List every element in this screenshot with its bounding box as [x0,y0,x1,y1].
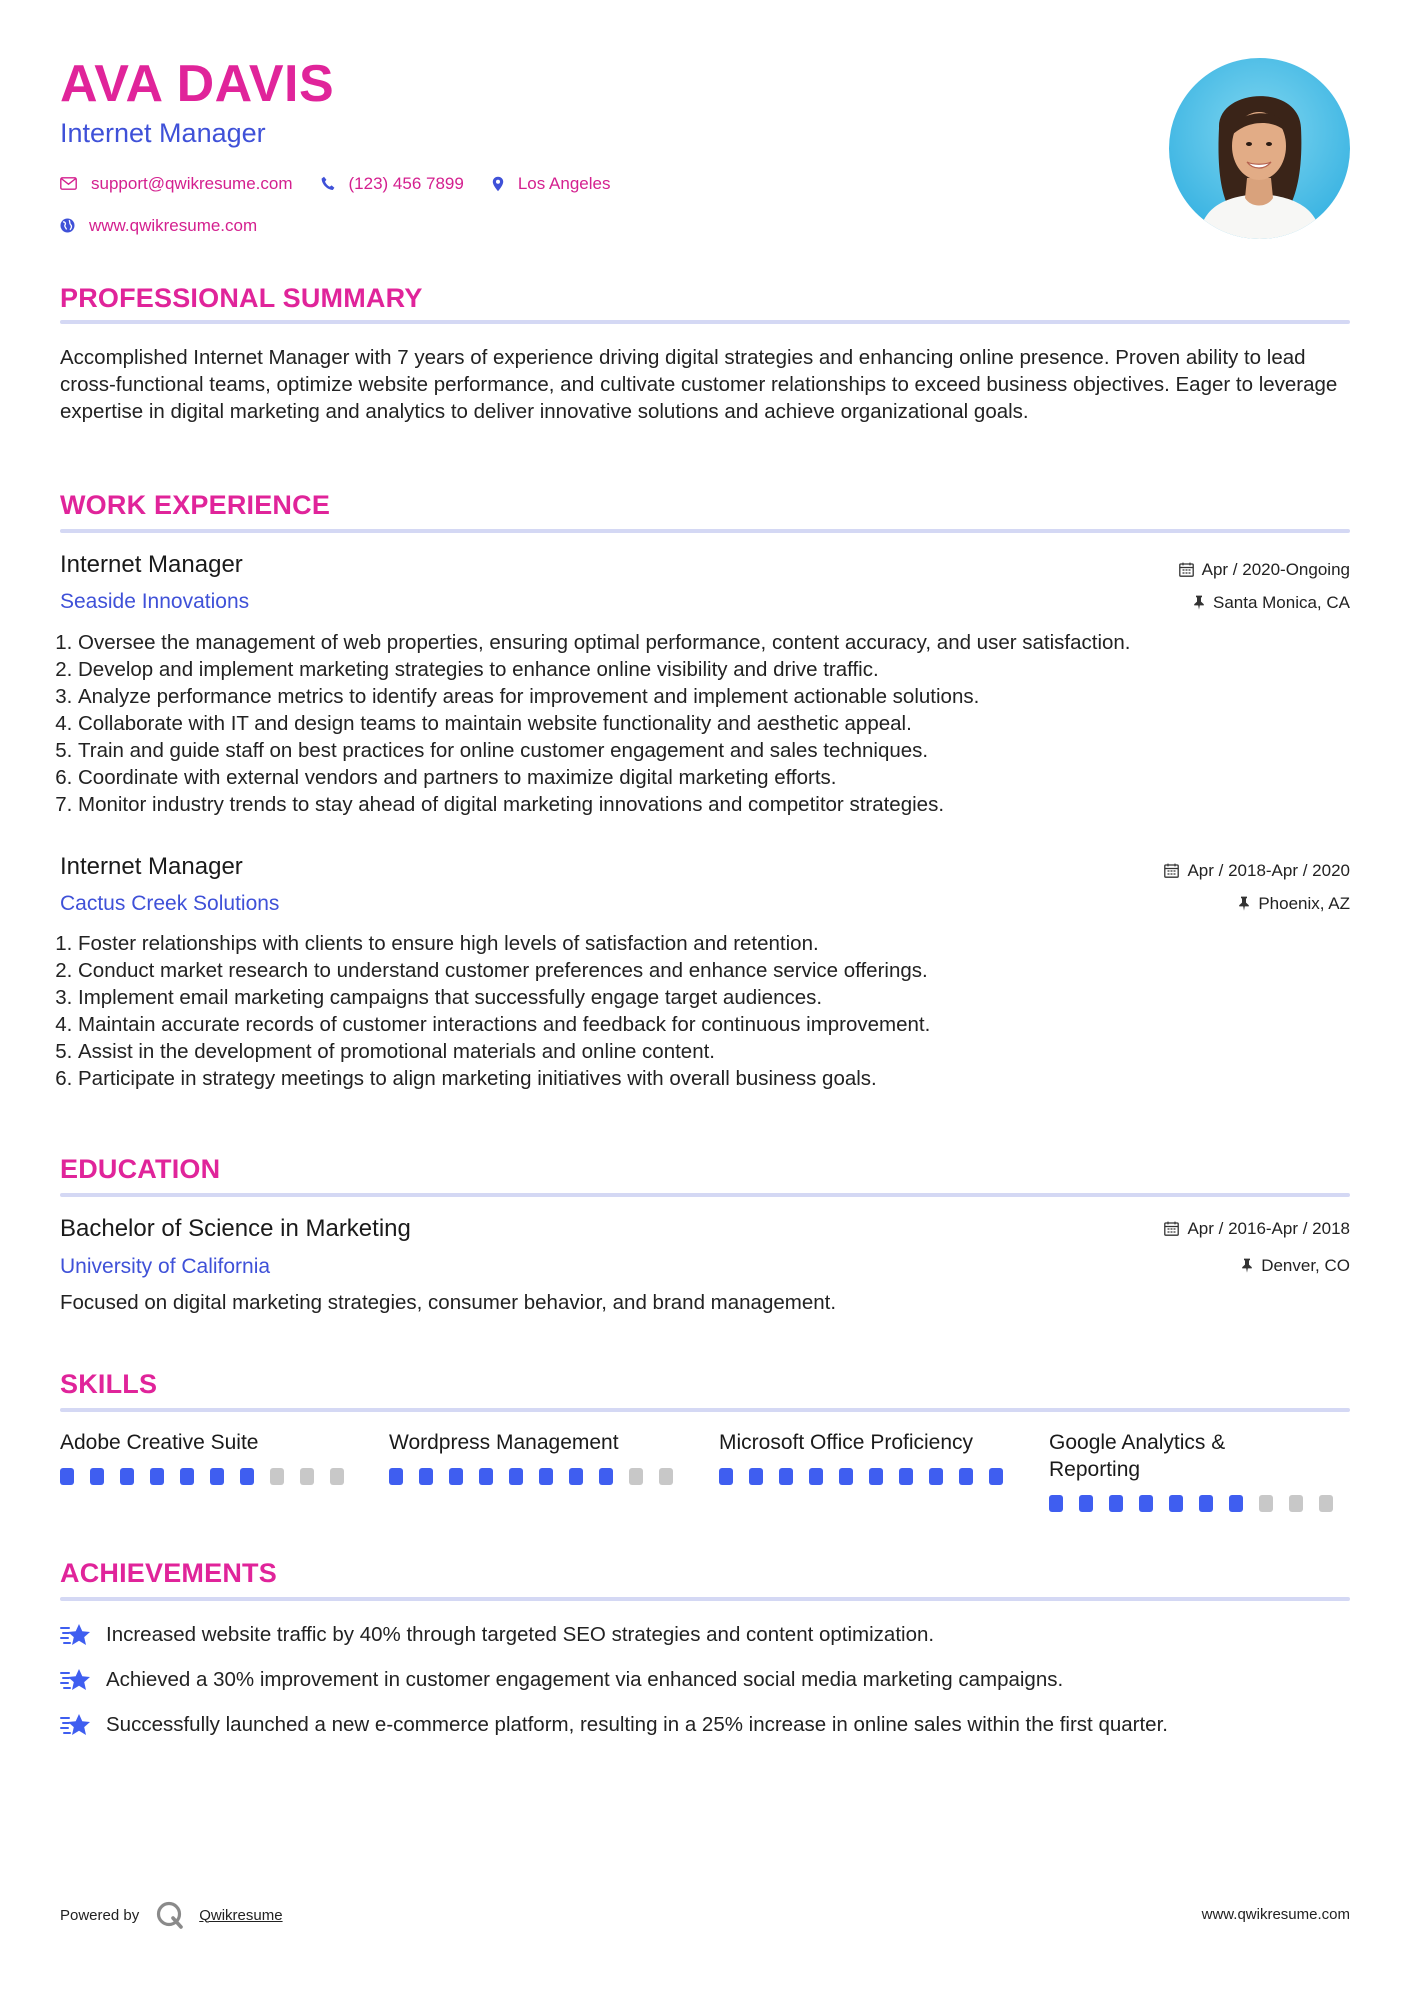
list-item: 4. Collaborate with IT and design teams to maintain website functionality and aesthetic appeal. [78,710,1358,737]
website-row [60,217,285,234]
skill-item [719,1429,1019,1485]
contact-location [492,175,611,192]
education-heading: EDUCATION [60,1154,221,1184]
job-location-text: Phoenix, AZ [1258,894,1350,913]
job-duties-list [60,629,1358,818]
skill-rating [389,1468,689,1485]
job-role: Internet Manager [60,853,243,880]
email-text: support@qwikresume.com [91,174,293,193]
skill-rating [719,1468,1019,1485]
calendar-icon [1164,863,1179,878]
education-dates-text: Apr / 2016-Apr / 2018 [1187,1219,1350,1238]
candidate-name: AVA DAVIS [60,55,335,113]
skill-dot-filled [989,1468,1003,1485]
skill-dot-filled [929,1468,943,1485]
job-company: Cactus Creek Solutions [60,892,280,915]
star-badge-icon [60,1712,92,1738]
skills-heading: SKILLS [60,1369,158,1399]
skill-name: Microsoft Office Proficiency [719,1431,974,1454]
qwikresume-link[interactable]: Qwikresume [199,1906,283,1924]
job-company: Seaside Innovations [60,590,250,613]
contact-website[interactable] [60,217,257,234]
contact-row [60,175,638,192]
education-divider [60,1193,1350,1197]
skill-dot-filled [1229,1495,1243,1512]
school-name: University of California [60,1255,271,1278]
skill-dot-filled [539,1468,553,1485]
job-dates-text: Apr / 2020-Ongoing [1201,560,1350,579]
skill-dot-filled [1109,1495,1123,1512]
list-item: 1. Oversee the management of web properties, ensuring optimal performance, content accuracy, and user satisfaction. [78,629,1358,656]
skill-dot-filled [569,1468,583,1485]
skill-dot-filled [1199,1495,1213,1512]
skill-dot-filled [899,1468,913,1485]
calendar-icon [1179,562,1194,577]
skill-dot-empty [1319,1495,1333,1512]
footer-powered-by [60,1900,283,1930]
achievement-text: Achieved a 30% improvement in customer engagement via enhanced social media marketing campaigns. [106,1667,1064,1691]
achievements-heading: ACHIEVEMENTS [60,1558,277,1588]
pushpin-icon [1193,595,1205,610]
pushpin-icon [1238,896,1250,911]
skill-dot-filled [150,1468,164,1485]
job-location [1238,895,1350,912]
skill-dot-empty [270,1468,284,1485]
summary-text: Accomplished Internet Manager with 7 years of experience driving digital strategies and enhancing online presence. Proven ability to lead cross-functional teams, optimize website performance, and cultivate customer relationships to exceed business objectives. Eager to leverage expertise in digital marketing and analytics to deliver innovative solutions and achieve organizational goals. [60,346,1338,423]
envelope-icon [60,177,77,190]
skill-dot-filled [210,1468,224,1485]
education-location-text: Denver, CO [1261,1256,1350,1275]
job-location [1193,594,1350,611]
job-dates [1164,862,1350,879]
summary-heading: PROFESSIONAL SUMMARY [60,283,423,313]
qwikresume-logo-icon [155,1900,185,1930]
skill-dot-filled [509,1468,523,1485]
summary-divider [60,320,1350,324]
list-item: 7. Monitor industry trends to stay ahead of digital marketing innovations and competitor strategies. [78,791,1358,818]
list-item: 2. Develop and implement marketing strategies to enhance online visibility and drive traffic. [78,656,1358,683]
achievement-item [60,1712,1168,1738]
list-item: 5. Train and guide staff on best practices for online customer engagement and sales techniques. [78,737,1358,764]
candidate-title: Internet Manager [60,118,266,148]
profile-photo [1169,58,1350,239]
phone-icon [321,176,335,191]
experience-heading: WORK EXPERIENCE [60,490,331,520]
skill-dot-filled [959,1468,973,1485]
skill-item [1049,1429,1349,1512]
skill-dot-filled [1049,1495,1063,1512]
skills-divider [60,1408,1350,1412]
skill-dot-filled [869,1468,883,1485]
list-item: 3. Implement email marketing campaigns that successfully engage target audiences. [78,984,1358,1011]
skill-name: Adobe Creative Suite [60,1431,259,1454]
list-item: 3. Analyze performance metrics to identify areas for improvement and implement actionable solutions. [78,683,1358,710]
skill-dot-filled [449,1468,463,1485]
skill-dot-filled [809,1468,823,1485]
skill-name: Wordpress Management [389,1431,619,1454]
skill-dot-empty [1289,1495,1303,1512]
footer-website[interactable]: www.qwikresume.com [1201,1906,1350,1923]
achievement-text: Increased website traffic by 40% through targeted SEO strategies and content optimization. [106,1622,935,1646]
calendar-icon [1164,1221,1179,1236]
list-item: 6. Participate in strategy meetings to align marketing initiatives with overall business goals. [78,1065,1358,1092]
skill-dot-filled [60,1468,74,1485]
education-description: Focused on digital marketing strategies, consumer behavior, and brand management. [60,1291,837,1314]
skill-dot-filled [240,1468,254,1485]
skill-dot-filled [1139,1495,1153,1512]
skill-dot-filled [599,1468,613,1485]
education-location [1241,1257,1350,1274]
skill-dot-filled [120,1468,134,1485]
skill-dot-filled [1169,1495,1183,1512]
skill-rating [60,1468,360,1485]
star-badge-icon [60,1667,92,1693]
star-badge-icon [60,1622,92,1648]
skill-dot-filled [389,1468,403,1485]
skill-dot-empty [1259,1495,1273,1512]
skill-dot-filled [779,1468,793,1485]
contact-phone[interactable] [321,175,464,192]
list-item: 4. Maintain accurate records of customer interactions and feedback for continuous improvement. [78,1011,1358,1038]
job-role: Internet Manager [60,551,243,578]
list-item: 6. Coordinate with external vendors and partners to maximize digital marketing efforts. [78,764,1358,791]
job-dates-text: Apr / 2018-Apr / 2020 [1187,861,1350,880]
skill-dot-filled [719,1468,733,1485]
skill-dot-empty [300,1468,314,1485]
skill-item [389,1429,689,1485]
skill-dot-empty [659,1468,673,1485]
location-text: Los Angeles [517,174,611,193]
skill-dot-filled [180,1468,194,1485]
website-text: www.qwikresume.com [89,216,258,235]
skill-dot-empty [629,1468,643,1485]
skill-dot-filled [479,1468,493,1485]
list-item: 1. Foster relationships with clients to ensure high levels of satisfaction and retention. [78,930,1358,957]
achievement-item [60,1622,934,1648]
skill-dot-empty [330,1468,344,1485]
achievement-text: Successfully launched a new e-commerce platform, resulting in a 25% increase in online sales within the first quarter. [106,1712,1168,1736]
globe-icon [60,218,75,233]
job-dates [1179,561,1350,578]
list-item: 2. Conduct market research to understand customer preferences and enhance service offerings. [78,957,1358,984]
skill-dot-filled [749,1468,763,1485]
achievement-item [60,1667,1063,1693]
achievements-divider [60,1597,1350,1601]
experience-divider [60,529,1350,533]
skill-dot-filled [419,1468,433,1485]
skill-dot-filled [90,1468,104,1485]
phone-text: (123) 456 7899 [348,174,464,193]
contact-email[interactable] [60,175,293,192]
job-location-text: Santa Monica, CA [1212,593,1350,612]
pushpin-icon [1241,1258,1253,1273]
education-dates [1164,1220,1350,1237]
degree-title: Bachelor of Science in Marketing [60,1215,411,1242]
resume-page [60,0,1350,1990]
skill-rating [1049,1495,1349,1512]
job-duties-list [60,930,1358,1092]
skill-dot-filled [839,1468,853,1485]
skill-item [60,1429,360,1485]
powered-by-label: Powered by [60,1906,140,1924]
skill-name: Google Analytics & Reporting [1049,1431,1226,1481]
list-item: 5. Assist in the development of promotional materials and online content. [78,1038,1358,1065]
map-pin-icon [492,176,504,192]
skill-dot-filled [1079,1495,1093,1512]
